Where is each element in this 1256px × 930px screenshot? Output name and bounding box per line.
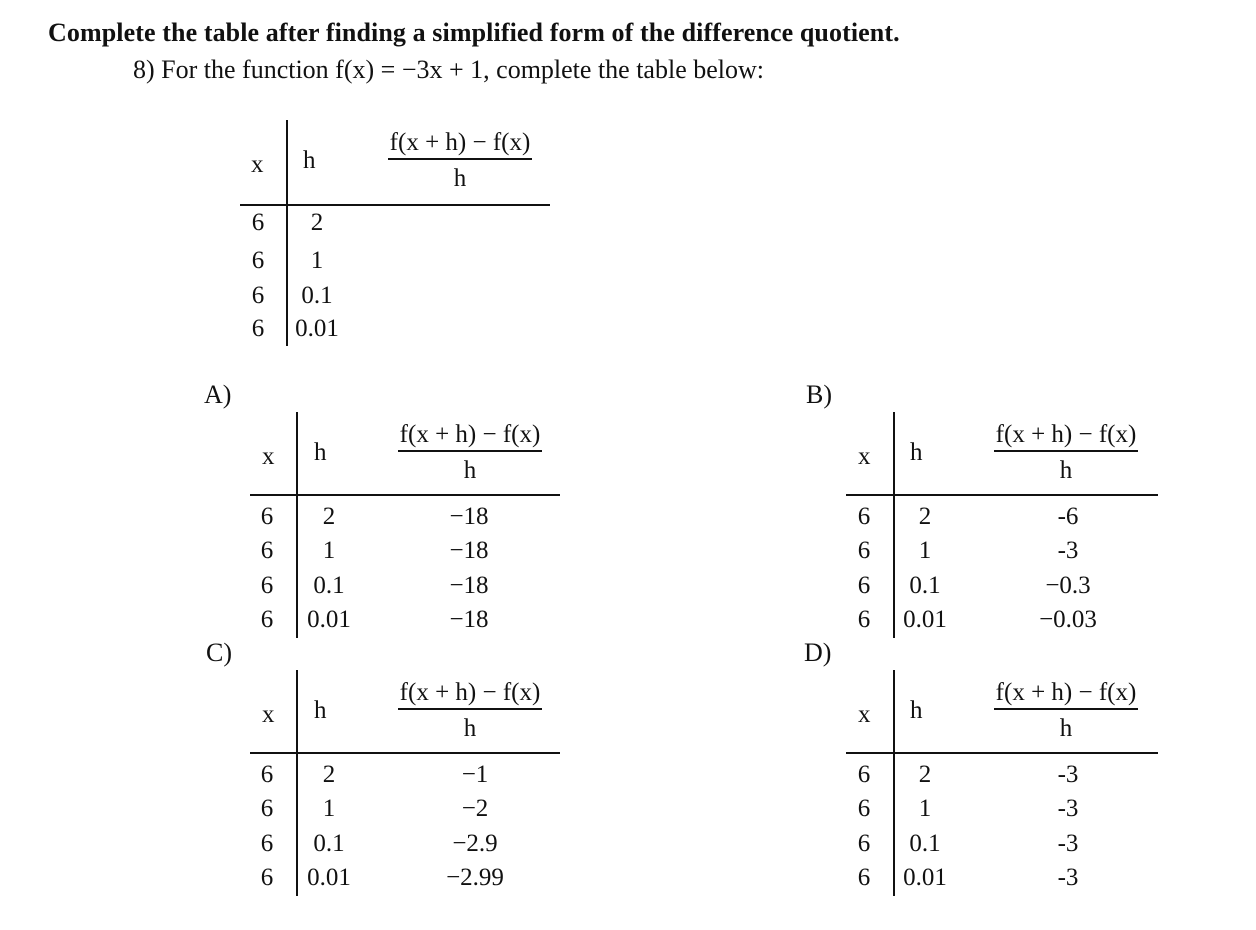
quotient-numerator: f(x + h) − f(x) bbox=[398, 422, 543, 452]
cell-x: 6 bbox=[251, 315, 265, 342]
cell-quotient: -3 bbox=[1057, 537, 1079, 564]
cell-x: 6 bbox=[857, 795, 871, 822]
cell-h: 2 bbox=[322, 503, 336, 530]
cell-h: 0.01 bbox=[307, 606, 351, 633]
choice-a-label: A) bbox=[204, 380, 232, 409]
choice-a-table[interactable] bbox=[250, 412, 570, 642]
cell-quotient: −18 bbox=[449, 606, 489, 633]
table-horizontal-rule bbox=[250, 752, 560, 754]
cell-h: 0.01 bbox=[903, 606, 947, 633]
header-h: h bbox=[314, 697, 327, 724]
cell-x: 6 bbox=[251, 282, 265, 309]
choice-b-label: B) bbox=[806, 380, 832, 409]
cell-x: 6 bbox=[857, 761, 871, 788]
cell-h: 0.1 bbox=[301, 282, 333, 309]
cell-x: 6 bbox=[260, 537, 274, 564]
quotient-numerator: f(x + h) − f(x) bbox=[398, 680, 543, 710]
instruction-text: Complete the table after finding a simplified form of the difference quotient. bbox=[48, 18, 900, 47]
cell-x: 6 bbox=[857, 606, 871, 633]
given-table bbox=[240, 120, 560, 350]
table-horizontal-rule bbox=[846, 494, 1158, 496]
cell-h: 2 bbox=[322, 761, 336, 788]
table-horizontal-rule bbox=[240, 204, 550, 206]
choice-b-table[interactable] bbox=[846, 412, 1166, 642]
cell-x: 6 bbox=[251, 209, 265, 236]
cell-h: 0.01 bbox=[295, 315, 339, 342]
table-vertical-rule bbox=[296, 412, 298, 638]
cell-quotient: -3 bbox=[1057, 864, 1079, 891]
quotient-numerator: f(x + h) − f(x) bbox=[994, 680, 1139, 710]
header-x: x bbox=[251, 151, 264, 178]
cell-quotient: −2 bbox=[461, 795, 489, 822]
quotient-denominator: h bbox=[463, 457, 477, 484]
quotient-denominator: h bbox=[1059, 715, 1073, 742]
cell-quotient: −0.03 bbox=[1039, 606, 1097, 633]
cell-x: 6 bbox=[260, 761, 274, 788]
header-difference-quotient bbox=[380, 680, 560, 741]
cell-x: 6 bbox=[260, 795, 274, 822]
cell-h: 0.01 bbox=[307, 864, 351, 891]
cell-x: 6 bbox=[260, 864, 274, 891]
cell-x: 6 bbox=[857, 537, 871, 564]
cell-x: 6 bbox=[260, 503, 274, 530]
cell-x: 6 bbox=[857, 572, 871, 599]
cell-x: 6 bbox=[857, 503, 871, 530]
header-difference-quotient bbox=[370, 130, 550, 191]
table-horizontal-rule bbox=[846, 752, 1158, 754]
header-h: h bbox=[303, 147, 316, 174]
choice-c-label: C) bbox=[206, 638, 232, 667]
table-horizontal-rule bbox=[250, 494, 560, 496]
quotient-denominator: h bbox=[463, 715, 477, 742]
quotient-denominator: h bbox=[453, 165, 467, 192]
cell-h: 1 bbox=[322, 537, 336, 564]
cell-h: 2 bbox=[310, 209, 324, 236]
cell-quotient: −2.9 bbox=[452, 830, 498, 857]
cell-quotient: -3 bbox=[1057, 761, 1079, 788]
quotient-numerator: f(x + h) − f(x) bbox=[388, 130, 533, 160]
choice-c-table[interactable] bbox=[250, 670, 570, 900]
table-vertical-rule bbox=[296, 670, 298, 896]
cell-h: 1 bbox=[918, 795, 932, 822]
header-difference-quotient bbox=[976, 422, 1156, 483]
cell-h: 2 bbox=[918, 761, 932, 788]
header-difference-quotient bbox=[380, 422, 560, 483]
cell-h: 0.1 bbox=[909, 572, 941, 599]
cell-h: 0.1 bbox=[313, 572, 345, 599]
cell-h: 1 bbox=[310, 247, 324, 274]
problem-statement: 8) For the function f(x) = −3x + 1, complete the table below: bbox=[133, 55, 764, 84]
header-x: x bbox=[858, 701, 871, 728]
header-x: x bbox=[262, 443, 275, 470]
header-x: x bbox=[262, 701, 275, 728]
choice-d-table[interactable] bbox=[846, 670, 1166, 900]
quotient-numerator: f(x + h) − f(x) bbox=[994, 422, 1139, 452]
cell-quotient: −18 bbox=[449, 572, 489, 599]
cell-x: 6 bbox=[857, 830, 871, 857]
cell-x: 6 bbox=[251, 247, 265, 274]
cell-h: 0.1 bbox=[909, 830, 941, 857]
cell-h: 1 bbox=[322, 795, 336, 822]
header-h: h bbox=[910, 439, 923, 466]
cell-h: 1 bbox=[918, 537, 932, 564]
header-h: h bbox=[314, 439, 327, 466]
cell-x: 6 bbox=[260, 606, 274, 633]
cell-quotient: −1 bbox=[461, 761, 489, 788]
cell-x: 6 bbox=[857, 864, 871, 891]
cell-quotient: -3 bbox=[1057, 795, 1079, 822]
cell-h: 2 bbox=[918, 503, 932, 530]
cell-quotient: -3 bbox=[1057, 830, 1079, 857]
cell-quotient: −0.3 bbox=[1045, 572, 1091, 599]
cell-quotient: −18 bbox=[449, 503, 489, 530]
cell-quotient: −2.99 bbox=[446, 864, 504, 891]
cell-h: 0.1 bbox=[313, 830, 345, 857]
choice-d-label: D) bbox=[804, 638, 832, 667]
cell-h: 0.01 bbox=[903, 864, 947, 891]
header-h: h bbox=[910, 697, 923, 724]
cell-quotient: −18 bbox=[449, 537, 489, 564]
header-x: x bbox=[858, 443, 871, 470]
quotient-denominator: h bbox=[1059, 457, 1073, 484]
cell-x: 6 bbox=[260, 572, 274, 599]
cell-quotient: -6 bbox=[1057, 503, 1079, 530]
header-difference-quotient bbox=[976, 680, 1156, 741]
cell-x: 6 bbox=[260, 830, 274, 857]
